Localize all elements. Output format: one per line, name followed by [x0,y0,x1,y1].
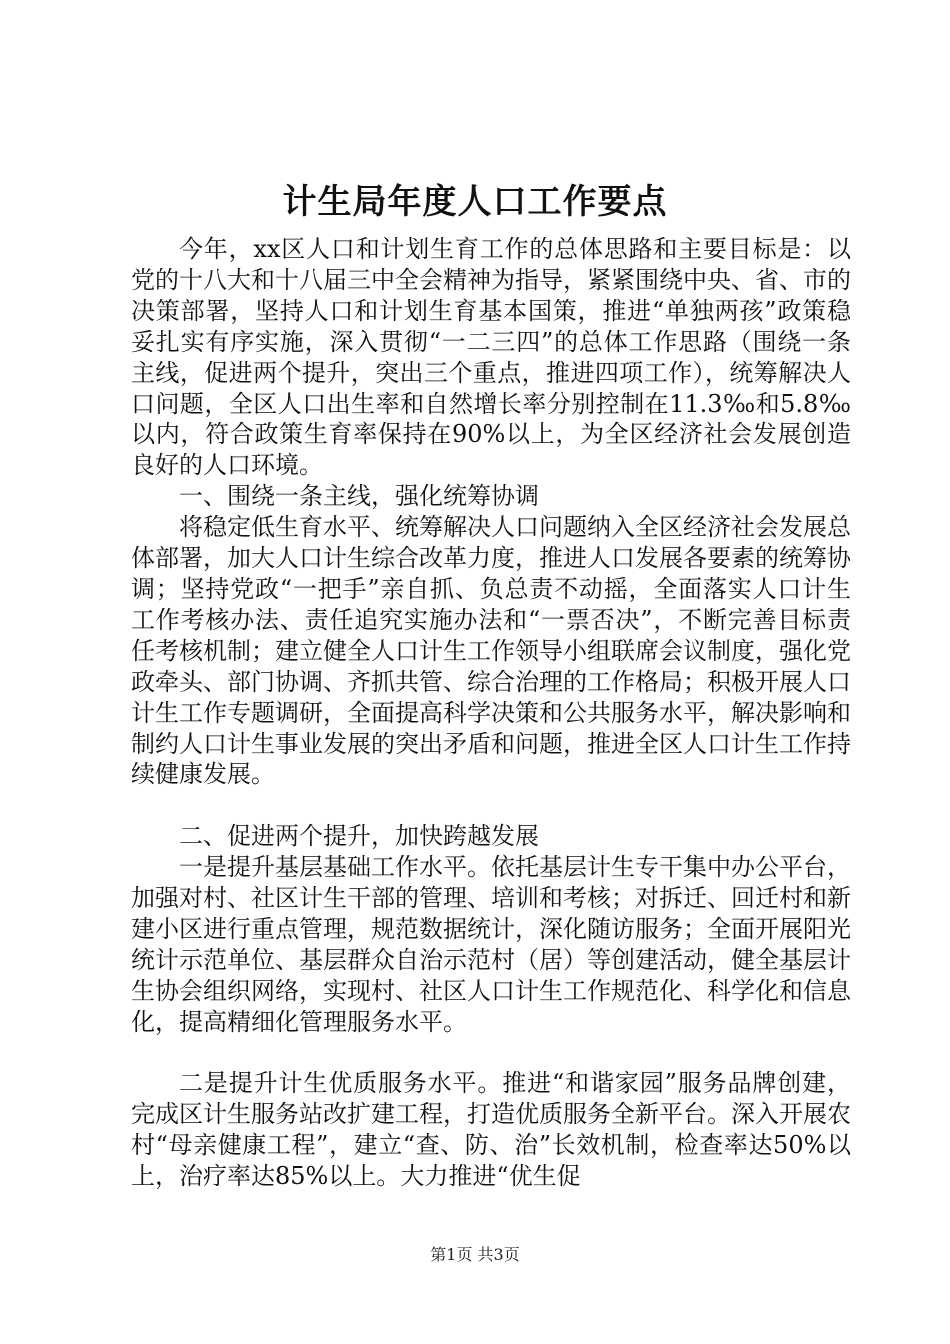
intro-paragraph: 今年，xx区人口和计划生育工作的总体思路和主要目标是：以党的十八大和十八届三中全会精神为指导，紧紧围绕中央、省、市的决策部署，坚持人口和计划生育基本国策，推进“单独两孩”政策稳妥扎实有序实施，深入贯彻“一二三四”的总体工作思路（围绕一条主线，促进两个提升，突出三个重点，推进四项工作），统筹解决人口问题，全区人口出生率和自然增长率分别控制在11.3‰和5.8‰以内，符合政策生育率保持在90%以上，为全区经济社会发展创造良好的人口环境。 [131,235,851,480]
section-heading-1: 一、围绕一条主线，强化统筹协调 [179,482,539,511]
section-2-paragraph-1: 一是提升基层基础工作水平。依托基层计生专干集中办公平台，加强对村、社区计生干部的管理、培训和考核；对拆迁、回迁村和新建小区进行重点管理，规范数据统计，深化随访服务；全面开展阳光统计示范单位、基层群众自治示范村（居）等创建活动，健全基层计生协会组织网络，实现村、社区人口计生工作规范化、科学化和信息化，提高精细化管理服务水平。 [131,853,851,1036]
section-1-paragraph: 将稳定低生育水平、统筹解决人口问题纳入全区经济社会发展总体部署，加大人口计生综合改革力度，推进人口发展各要素的统筹协调；坚持党政“一把手”亲自抓、负总责不动摇，全面落实人口计生工作考核办法、责任追究实施办法和“一票否决”，不断完善目标责任考核机制；建立健全人口计生工作领导小组联席会议制度，强化党政牵头、部门协调、齐抓共管、综合治理的工作格局；积极开展人口计生工作专题调研，全面提高科学决策和公共服务水平，解决影响和制约人口计生事业发展的突出矛盾和问题，推进全区人口计生工作持续健康发展。 [131,513,851,789]
page-title: 计生局年度人口工作要点 [282,182,668,222]
paragraph-gap [131,1038,851,1069]
paragraph-gap [131,790,851,821]
section-2-paragraph-2: 二是提升计生优质服务水平。推进“和谐家园”服务品牌创建，完成区计生服务站改扩建工程，打造优质服务全新平台。深入开展农村“母亲健康工程”，建立“查、防、治”长效机制，检查率达50%以上，治疗率达85%以上。大力推进“优生促 [131,1069,851,1191]
page-footer: 第1页 共3页 [430,1245,520,1264]
document-body [131,234,851,1192]
section-heading-2: 二、促进两个提升，加快跨越发展 [179,822,539,851]
